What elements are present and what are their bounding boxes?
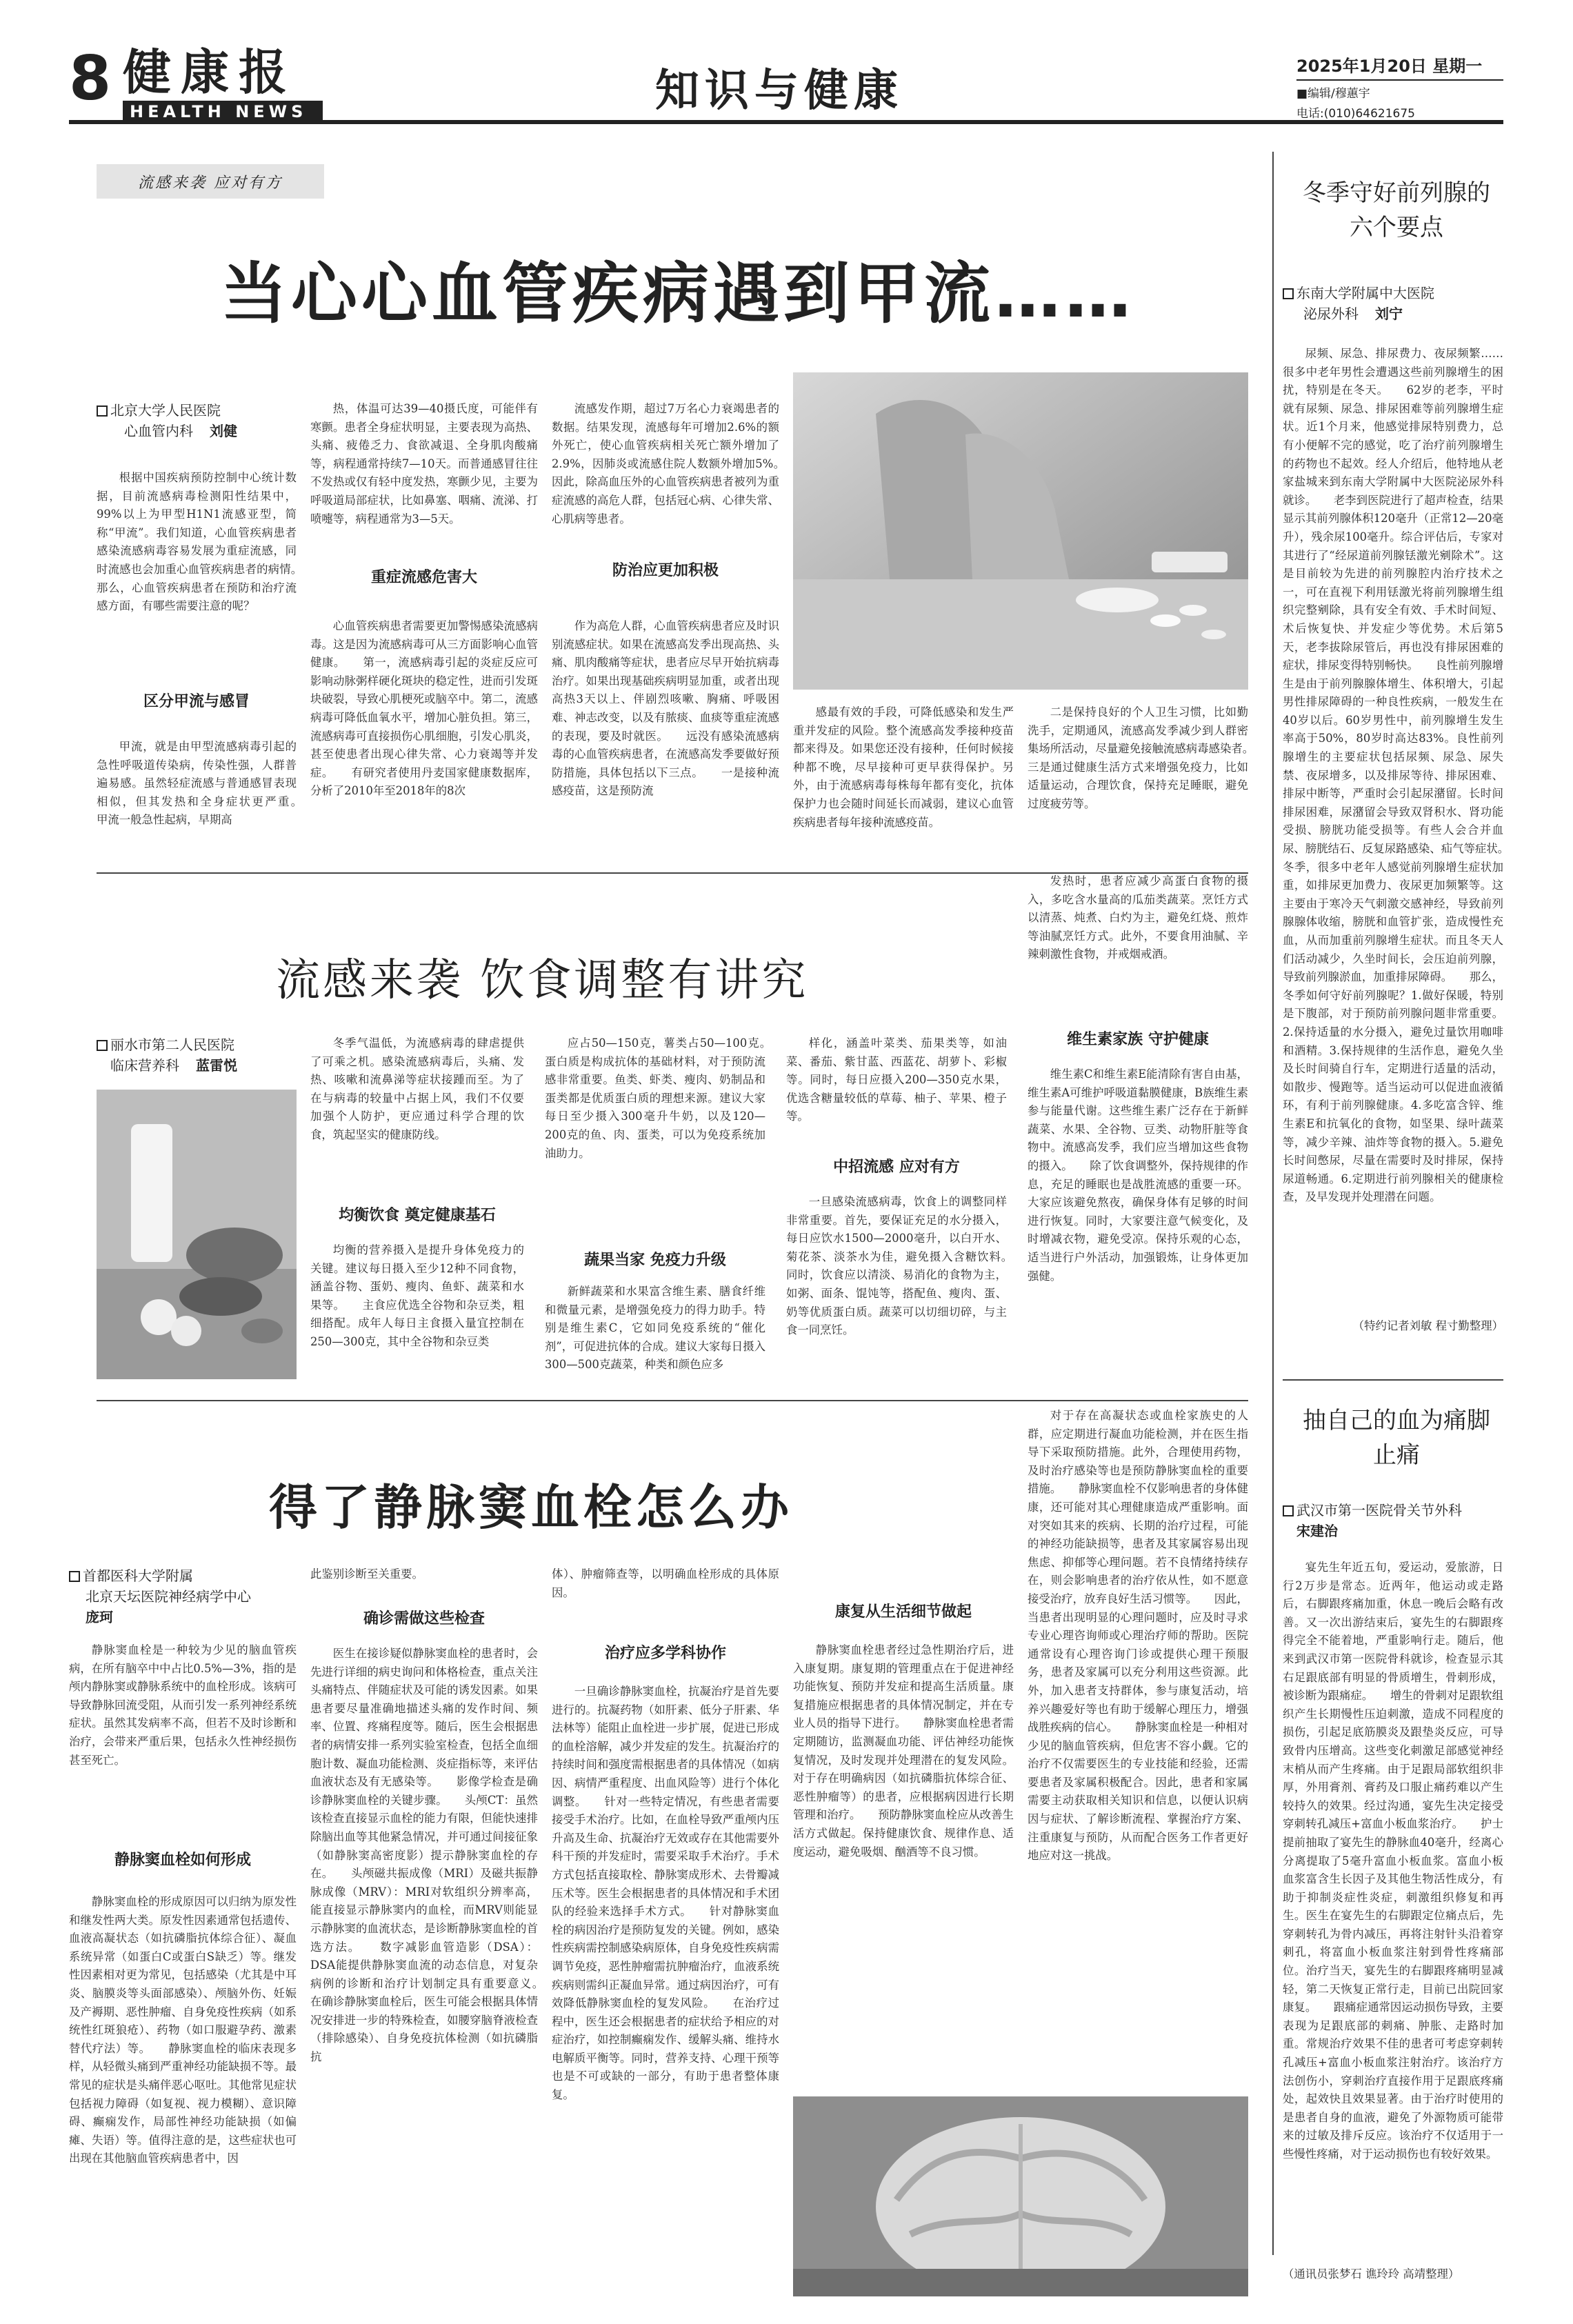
article3-col3a-text: 体）、肿瘤筛查等，以明确血栓形成的具体原因。 xyxy=(552,1567,779,1599)
article1-col2b-text: 心血管疾病患者需要更加警惕感染流感病毒。这是因为流感病毒可从三方面影响心血管健康。 第一，流感病毒引起的炎症反应可影响动脉粥样硬化斑块的稳定性，进而引发斑块破裂，导致心肌梗死或脑卒中。第二，流感病毒可降低血氧水平，增加心脏负担。第三，流感病毒可直接损伤心肌细胞，引发心肌炎，甚至使患者出现心律失常、心力衰竭等并发症。 有研究者使用丹麦国家健康数据库，分析了2010年至2018年的8次 xyxy=(310,619,538,798)
byline-box-icon xyxy=(1283,288,1294,299)
article2-byline: 丽水市第二人民医院 临床营养科 蓝雷悦 xyxy=(97,1034,297,1076)
article1-col2-text: 热，体温可达39—40摄氏度，可能伴有寒颤。患者全身症状明显，主要表现为高热、头痛、疲倦乏力、食欲减退、全身肌肉酸痛等，病程通常持续7—10天。而普通感冒往往不发热或仅有轻中度发热，寒颤少见，主要为呼吸道局部症状，比如鼻塞、咽痛、流涕、打喷嚏等，病程通常为3—5天。 xyxy=(310,402,538,525)
article3-photo-brain xyxy=(793,2096,1248,2296)
article2-subhead-2: 蔬果当家 免疫力升级 xyxy=(584,1252,726,1269)
article-divider xyxy=(97,1400,1248,1401)
article2-col2-text: 应占50—150克，薯类占50—100克。 蛋白质是构成抗体的基础材料，对于预防流感非常重要。鱼类、虾类、瘦肉、奶制品和蛋类都是优质蛋白质的理想来源。建议大家每日至少摄入300毫升牛奶，以及120—200克的鱼、肉、蛋类，可以为免疫系统加油助力。 xyxy=(545,1036,765,1160)
article3-byline: 首都医科大学附属 北京天坛医院神经病学中心 庞珂 xyxy=(69,1565,297,1627)
column-rule xyxy=(1272,152,1274,2255)
article3-subhead-3: 治疗应多学科协作 xyxy=(604,1645,726,1662)
sidebar-divider xyxy=(1283,1379,1503,1381)
article1-col1-text: 根据中国疾病预防控制中心统计数据，目前流感病毒检测阳性结果中，99%以上为甲型H1N1流感亚型，简称“甲流”。我们知道，心血管疾病患者感染流感病毒容易发展为重症流感，同时流感也会加重心血管疾病患者的病情。 那么，心血管疾病患者在预防和治疗流感方面，有哪些需要注意的呢？ xyxy=(97,471,297,613)
article1-col3b-text: 作为高危人群，心血管疾病患者应及时识别流感症状。如果在流感高发季出现高热、头痛、肌肉酸痛等症状，患者应尽早开始抗病毒治疗。如果出现基础疾病明显加重，或者出现高热3天以上、伴剧烈咳嗽、胸痛、呼吸困难、神志改变，以及有脓痰、血痰等重症流感的表现，要及时就医。 远没有感染流感病毒的心血管疾病患者，在流感高发季要做好预防措施，具体包括以下三点。 一是接种流感疫苗，这是预防流 xyxy=(552,619,779,798)
article3-col2a-text: 此鉴别诊断至关重要。 xyxy=(310,1567,423,1581)
paper-logo xyxy=(123,43,350,123)
issue-date: 2025年1月20日 星期一 xyxy=(1296,52,1503,81)
article1-subhead-1: 区分甲流与感冒 xyxy=(143,693,250,710)
article3-subhead-4: 康复从生活细节做起 xyxy=(834,1603,972,1621)
article1-title: 当心心血管疾病遇到甲流…… xyxy=(221,255,1135,332)
article2-subhead-3: 中招流感 应对有方 xyxy=(833,1159,960,1176)
phone-line: 电话:(010)64621675 xyxy=(1296,107,1415,121)
section-title: 知识与健康 xyxy=(655,66,903,117)
side1-title: 冬季守好前列腺的六个要点 xyxy=(1303,179,1490,241)
side1-credit: （特约记者刘敏 程寸勤整理） xyxy=(1352,1319,1503,1332)
paper-name-en: HEALTH NEWS xyxy=(123,101,323,123)
byline-box-icon xyxy=(1283,1505,1294,1516)
article3-subhead-1: 静脉窦血栓如何形成 xyxy=(114,1852,251,1869)
article3-col3b-text: 一旦确诊静脉窦血栓，抗凝治疗是首先要进行的。抗凝药物（如肝素、低分子肝素、华法林等）能阻止血栓进一步扩展，促进已形成的血栓溶解，减少并发症的发生。抗凝治疗的持续时间和强度需根据患者的具体情况（如病因、病情严重程度、出血风险等）进行个体化调整。 针对一些特定情况，有些患者需要接受手术治疗。比如，在血栓导致严重颅内压升高及生命、抗凝治疗无效或存在其他需要外科干预的并发症时，需要采取手术治疗。手术方式包括直接取栓、静脉窦成形术、去骨瓣减压术等。医生会根据患者的具体情况和手术团队的经验来选择手术方式。 针对静脉窦血栓的病因治疗是预防复发的关键。例如，感染性疾病需控制感染病原体，自身免疫性疾病需调节免疫，恶性肿瘤需抗肿瘤治疗，血液系统疾病则需纠正凝血异常。通过病因治疗，可有效降低静脉窦血栓的复发风险。 在治疗过程中，医生还会根据患者的症状给予相应的对症治疗，如控制癫痫发作、缓解头痛、维持水电解质平衡等。同时，营养支持、心理干预等也是不可或缺的一部分，有助于患者整体康复。 xyxy=(552,1685,779,2102)
article2-subhead-4: 维生素家族 守护健康 xyxy=(1067,1031,1209,1048)
side1-byline: 东南大学附属中大医院 泌尿外科 刘宁 xyxy=(1283,283,1503,324)
side2-text: 宴先生年近五旬，爱运动，爱旅游，日行2万步是常态。近两年，他运动或走路后，右脚跟疼痛加重，休息一晚后会略有改善。又一次出游结束后，宴先生的右脚跟疼得完全不能着地，严重影响行走。随后，他来到武汉市第一医院骨科就诊，检查显示其右足跟底部有明显的骨质增生，骨刺形成，被诊断为跟痛症。 增生的骨刺对足跟软组织产生长期慢性压迫刺激，造成不同程度的损伤，引起足底筋膜炎及跟垫炎反应，可导致骨内压增高。这些变化刺激足部感觉神经末梢从而产生疼痛。由于足跟局部软组织非厚，外用膏剂、膏药及口服止痛药难以产生较持久的效果。经过沟通，宴先生决定接受穿刺转孔减压+富血小板血浆治疗。 护士提前抽取了宴先生的静脉血40毫升，经离心分离提取了5毫升富血小板血浆。富血小板血浆富含生长因子及其他生物活性成分，有助于抑制炎症性炎症，刺激组织修复和再生。医生在宴先生的右脚跟定位痛点后，先穿刺转孔为骨内减压，再将注射针头沿着穿刺孔，将富血小板血浆注射到骨性疼痛部位。治疗当天，宴先生的右脚跟疼痛明显减轻，第二天恢复正常行走，目前已出院回家康复。 跟痛症通常因运动损伤导致，主要表现为足跟底部的刺痛、肿胀、走路时加重。常规治疗效果不佳的患者可考虑穿刺转孔减压+富血小板血浆注射治疗。该治疗方法创伤小，穿刺治疗直接作用于足跟底疼痛处，起效快且效果显著。由于治疗时使用的是患者自身的血液，避免了外源物质可能带来的过敏及排斥反应。该治疗不仅适用于一些慢性疼痛，对于运动损伤也有较好效果。 xyxy=(1283,1561,1503,2161)
article2-col4a-text: 发热时，患者应减少高蛋白食物的摄入，多吃含水量高的瓜茄类蔬菜。烹饪方式以清蒸、炖煮、白灼为主，避免红烧、煎炸等油腻烹饪方式。此外，不要食用油腻、辛辣刺激性食物，并戒烟戒酒。 xyxy=(1028,874,1248,961)
article1-col3-text: 流感发作期，超过7万名心力衰竭患者的数据。结果发现，流感每年可增加2.6%的额外死亡，使心血管疾病相关死亡额外增加了2.9%，因肺炎或流感住院人数额外增加5%。 因此，除高血压外的心血管疾病患者被列为重症流感的高危人群，包括冠心病、心律失常、心肌病等患者。 xyxy=(552,402,779,525)
article1-subhead-3: 防治应更加积极 xyxy=(612,562,719,579)
masthead xyxy=(69,43,1503,124)
side2-title: 抽自己的血为痛脚止痛 xyxy=(1303,1407,1490,1469)
article3-subhead-2: 确诊需做这些检查 xyxy=(363,1610,485,1627)
byline-box-icon xyxy=(97,405,108,417)
editor-line: ■编辑/穆蕙宇 xyxy=(1296,87,1370,101)
side2-credit: （通讯员张梦石 谯玲玲 高靖整理） xyxy=(1283,2267,1460,2281)
kicker-label: 流感来袭 应对有方 xyxy=(97,164,324,199)
article3-col1b-text: 静脉窦血栓的形成原因可以归纳为原发性和继发性两大类。原发性因素通常包括遗传、血液高凝状态（如抗磷脂抗体综合征）、凝血系统异常（如蛋白C或蛋白S缺乏）等。继发性因素相对更为常见，包括感染（尤其是中耳炎、脑膜炎等头面部感染）、颅脑外伤、妊娠及产褥期、恶性肿瘤、自身免疫性疾病（如系统性红斑狼疮）、药物（如口服避孕药、激素替代疗法）等。 静脉窦血栓的临床表现多样，从轻微头痛到严重神经功能缺损不等。最常见的症状是头痛伴恶心呕吐。其他常见症状包括视力障碍（如复视、视力模糊）、意识障碍、癫痫发作，局部性神经功能缺损（如偏瘫、失语）等。值得注意的是，这些症状也可出现在其他脑血管疾病患者中，因 xyxy=(69,1895,297,2165)
paper-name: 健康报 xyxy=(123,43,297,101)
article1-col1b-text: 甲流，就是由甲型流感病毒引起的急性呼吸道传染病，传染性强，人群普遍易感。虽然轻症流感与普通感冒表现相似，但其发热和全身症状更严重。 甲流一般急性起病，早期高 xyxy=(97,740,297,827)
article2-subhead-1: 均衡饮食 奠定健康基石 xyxy=(339,1207,496,1224)
article2-col4b-text: 维生素C和维生素E能清除有害自由基，维生素A可维护呼吸道黏膜健康，B族维生素参与能量代谢。这些维生素广泛存在于新鲜蔬菜、水果、全谷物、豆类、动物肝脏等食物中。流感高发季，我们应当增加这些食物的摄入。 除了饮食调整外，保持规律的作息，充足的睡眠也是战胜流感的重要一环。大家应该避免熬夜，确保身体有足够的时间进行恢复。同时，大家要注意气候变化，及时增减衣物，避免受凉。保持乐观的心态，适当进行户外活动，加强锻炼，让身体更加强健。 xyxy=(1028,1068,1248,1283)
article1-photo-pills xyxy=(793,372,1248,690)
page-number: 8 xyxy=(69,43,112,114)
date-block xyxy=(1296,52,1503,121)
article2-col1b-text: 均衡的营养摄入是提升身体免疫力的关键。建议每日摄入至少12种不同食物，涵盖谷物、蛋奶、瘦肉、鱼虾、蔬菜和水果等。 主食应优选全谷物和杂豆类，粗细搭配。成年人每日主食摄入量宜控制在250—300克，其中全谷物和杂豆类 xyxy=(310,1243,524,1348)
article3-col5-text: 对于存在高凝状态或血栓家族史的人群，应定期进行凝血功能检测，并在医生指导下采取预防措施。此外，合理使用药物，及时治疗感染等也是预防静脉窦血栓的重要措施。 静脉窦血栓不仅影响患者的身体健康，还可能对其心理健康造成严重影响。面对突如其来的疾病、长期的治疗过程，可能的神经功能缺损等，患者及其家属容易出现焦虑、抑郁等心理问题。若不良情绪持续存在，则会影响患者的治疗依从性，如不愿意接受治疗，放弃良好生活习惯等。 因此，当患者出现明显的心理问题时，应及时寻求专业心理咨询师或心理治疗师的帮助。医院通常设有心理咨询门诊或提供心理干预服务，患者及家属可以充分利用这些资源。此外，加入患者支持群体，参与康复活动，培养兴趣爱好等也有助于缓解心理压力，增强战胜疾病的信心。 静脉窦血栓是一种相对少见的脑血管疾病，但危害不容小觑。它的治疗不仅需要医生的专业技能和经验，还需要患者及家属积极配合。因此，患者和家属需要主动获取相关知识和信息，以便认识病因与症状、了解诊断流程、掌握治疗方案、注重康复与预防，从而配合医务工作者更好地应对这一挑战。 xyxy=(1028,1409,1248,1863)
byline-box-icon xyxy=(97,1040,108,1051)
article1-col4-text: 感最有效的手段，可降低感染和发生严重并发症的风险。整个流感高发季接种疫苗都来得及。如果您还没有接种，任何时候接种都不晚，尽早接种可更早获得保护。另外，由于流感病毒每株每年都有变化，抗体保护力也会随时间延长而减弱，建议心血管疾病患者每年接种流感疫苗。 xyxy=(793,705,1014,829)
byline-box-icon xyxy=(69,1571,80,1582)
article3-col4-text: 静脉窦血栓患者经过急性期治疗后，进入康复期。康复期的管理重点在于促进神经功能恢复、预防并发症和提高生活质量。康复措施应根据患者的具体情况制定，并在专业人员的指导下进行。 静脉窦血栓患者需定期随访，监测凝血功能、评估神经功能恢复情况，及时发现并处理潜在的复发风险。对于存在明确病因（如抗磷脂抗体综合征、恶性肿瘤等）的患者，应根据病因进行长期管理和治疗。 预防静脉窦血栓应从改善生活方式做起。保持健康饮食、规律作息、适度运动，避免吸烟、酗酒等不良习惯。 xyxy=(793,1643,1014,1859)
article3-title: 得了静脉窦血栓怎么办 xyxy=(269,1479,793,1536)
article2-col2b-text: 新鲜蔬菜和水果富含维生素、膳食纤维和微量元素，是增强免疫力的得力助手。特别是维生素C，它如同免疫系统的“催化剂”，可促进抗体的合成。建议大家每日摄入300—500克蔬菜，种类和颜色应多 xyxy=(545,1285,765,1372)
article1-col5-text: 二是保持良好的个人卫生习惯，比如勤洗手，定期通风，流感高发季减少到人群密集场所活动，尽量避免接触流感病毒感染者。 三是通过健康生活方式来增强免疫力，比如适量运动，合理饮食，保持充足睡眠，避免过度疲劳等。 xyxy=(1028,705,1248,810)
article1-byline: 北京大学人民医院 心血管内科 刘健 xyxy=(97,400,297,441)
article2-col1-text: 冬季气温低，为流感病毒的肆虐提供了可乘之机。感染流感病毒后，头痛、发热、咳嗽和流鼻涕等症状接踵而至。为了在与病毒的较量中占据上风，我们不仅要加强个人防护，更应通过科学合理的饮食，筑起坚实的健康防线。 xyxy=(310,1036,524,1141)
side1-text: 尿频、尿急、排尿费力、夜尿频繁……很多中老年男性会遭遇这些前列腺增生的困扰，特别是在冬天。 62岁的老李，平时就有尿频、尿急、排尿困难等前列腺增生症状。近1个月来，他感觉排尿特别费力，总有小便解不完的感觉，吃了治疗前列腺增生的药物也不起效。经人介绍后，他特地从老家盐城来到东南大学附属中大医院泌尿外科就诊。 老李到医院进行了超声检查，结果显示其前列腺体积120毫升（正常12—20毫升），残余尿100毫升。综合评估后，专家对其进行了“经尿道前列腺铥激光剜除术”。这是目前较为先进的前列腺腔内治疗技术之一，可在直视下利用铥激光将前列腺增生组织完整剜除，具有安全有效、手术时间短、术后恢复快、并发症少等优势。术后第5天，老李拔除尿管后，再也没有排尿困难的症状，排尿变得特别畅快。 良性前列腺增生是由于前列腺腺体增生、体积增大，引起男性排尿障碍的一种良性疾病，一般发生在40岁以后。60岁男性中，前列腺增生发生率高于50%，80岁时高达83%。良性前列腺增生的主要症状包括尿频、尿急、尿失禁、夜尿增多，以及排尿等待、排尿困难、排尿中断等，严重时会引起尿潴留。长时间排尿困难，尿潴留会导致双肾积水、肾功能受损、膀胱功能受损等。有些人会合并血尿、膀胱结石、反复尿路感染、疝气等症状。 冬季，很多中老年人感觉前列腺增生症状加重，如排尿更加费力、夜尿更加频繁等。这主要由于寒冷天气刺激交感神经，导致前列腺腺体收缩，膀胱和血管扩张，造成慢性充血，从而加重前列腺增生症状。而且冬天人们活动减少，久坐时间长，会压迫前列腺，导致前列腺淤血，加重排尿障碍。 那么，冬季如何守好前列腺呢？1.做好保暖，特别是下腹部，对于预防前列腺问题非常重要。2.保持适量的水分摄入，避免过量饮用咖啡和酒精。3.保持规律的生活作息，避免久坐及长时间骑自行车，定期进行适量的活动，如散步、慢跑等。适当运动可以促进血液循环，有利于前列腺健康。4.多吃富含锌、维生素E和抗氧化的食物，如坚果、绿叶蔬菜等，减少辛辣、油炸等食物的摄入。5.避免长时间憋尿，尽量在需要时及时排尿，保持尿道畅通。6.定期进行前列腺相关的健康检查，及早发现并处理潜在问题。 xyxy=(1283,347,1503,1204)
article2-title: 流感来袭 饮食调整有讲究 xyxy=(276,955,809,1006)
side2-byline: 武汉市第一医院骨关节外科 宋建治 xyxy=(1283,1500,1503,1541)
article1-subhead-2: 重症流感危害大 xyxy=(370,569,477,586)
article2-photo-food xyxy=(97,1090,297,1379)
article2-col3b-text: 一旦感染流感病毒，饮食上的调整同样非常重要。首先，要保证充足的水分摄入，每日应饮水1500—2000毫升，以白开水、菊花茶、淡茶水为佳，避免摄入含糖饮料。 同时，饮食应以清淡、易消化的食物为主，如粥、面条、馄饨等，搭配鱼、瘦肉、蛋、奶等优质蛋白质。蔬菜可以切细切碎，与主食一同烹饪。 xyxy=(786,1195,1007,1337)
article3-col2b-text: 医生在接诊疑似静脉窦血栓的患者时，会先进行详细的病史询问和体格检查，重点关注头痛特点、伴随症状及可能的诱发因素。如果患者要尽量准确地描述头痛的发作时间、频率、位置、疼痛程度等。随后，医生会根据患者的病情安排一系列实验室检查，包括全血细胞计数、凝血功能检测、炎症指标等，来评估血液状态及有无感染等。 影像学检查是确诊静脉窦血栓的关键步骤。 头颅CT：虽然该检查直接显示血栓的能力有限，但能快速排除脑出血等其他紧急情况，并可通过间接征象（如静脉窦高密度影）提示静脉窦血栓的存在。 头颅磁共振成像（MRI）及磁共振静脉成像（MRV）：MRI对软组织分辨率高，能直接显示静脉窦内的血栓，而MRV则能显示静脉窦的血流状态，是诊断静脉窦血栓的首选方法。 数字减影血管造影（DSA）：DSA能提供静脉窦血流的动态信息，对复杂病例的诊断和治疗计划制定具有重要意义。 在确诊静脉窦血栓后，医生可能会根据具体情况安排进一步的特殊检查，如腰穿脑脊液检查（排除感染）、自身免疫抗体检测（如抗磷脂抗 xyxy=(310,1647,538,2064)
article2-col3-text: 样化，涵盖叶菜类、茄果类等，如油菜、番茄、紫甘蓝、西蓝花、胡萝卜、彩椒等。同时，每日应摄入200—350克水果，优选含糖量较低的草莓、柚子、苹果、橙子等。 xyxy=(786,1036,1007,1123)
article3-col1-text: 静脉窦血栓是一种较为少见的脑血管疾病，在所有脑卒中中占比0.5%—3%，指的是颅内静脉窦或静脉系统中的血栓形成。该病可导致静脉回流受阻，从而引发一系列神经系统症状。虽然其发病率不高，但若不及时诊断和治疗，会带来严重后果，包括永久性神经损伤甚至死亡。 xyxy=(69,1643,297,1767)
